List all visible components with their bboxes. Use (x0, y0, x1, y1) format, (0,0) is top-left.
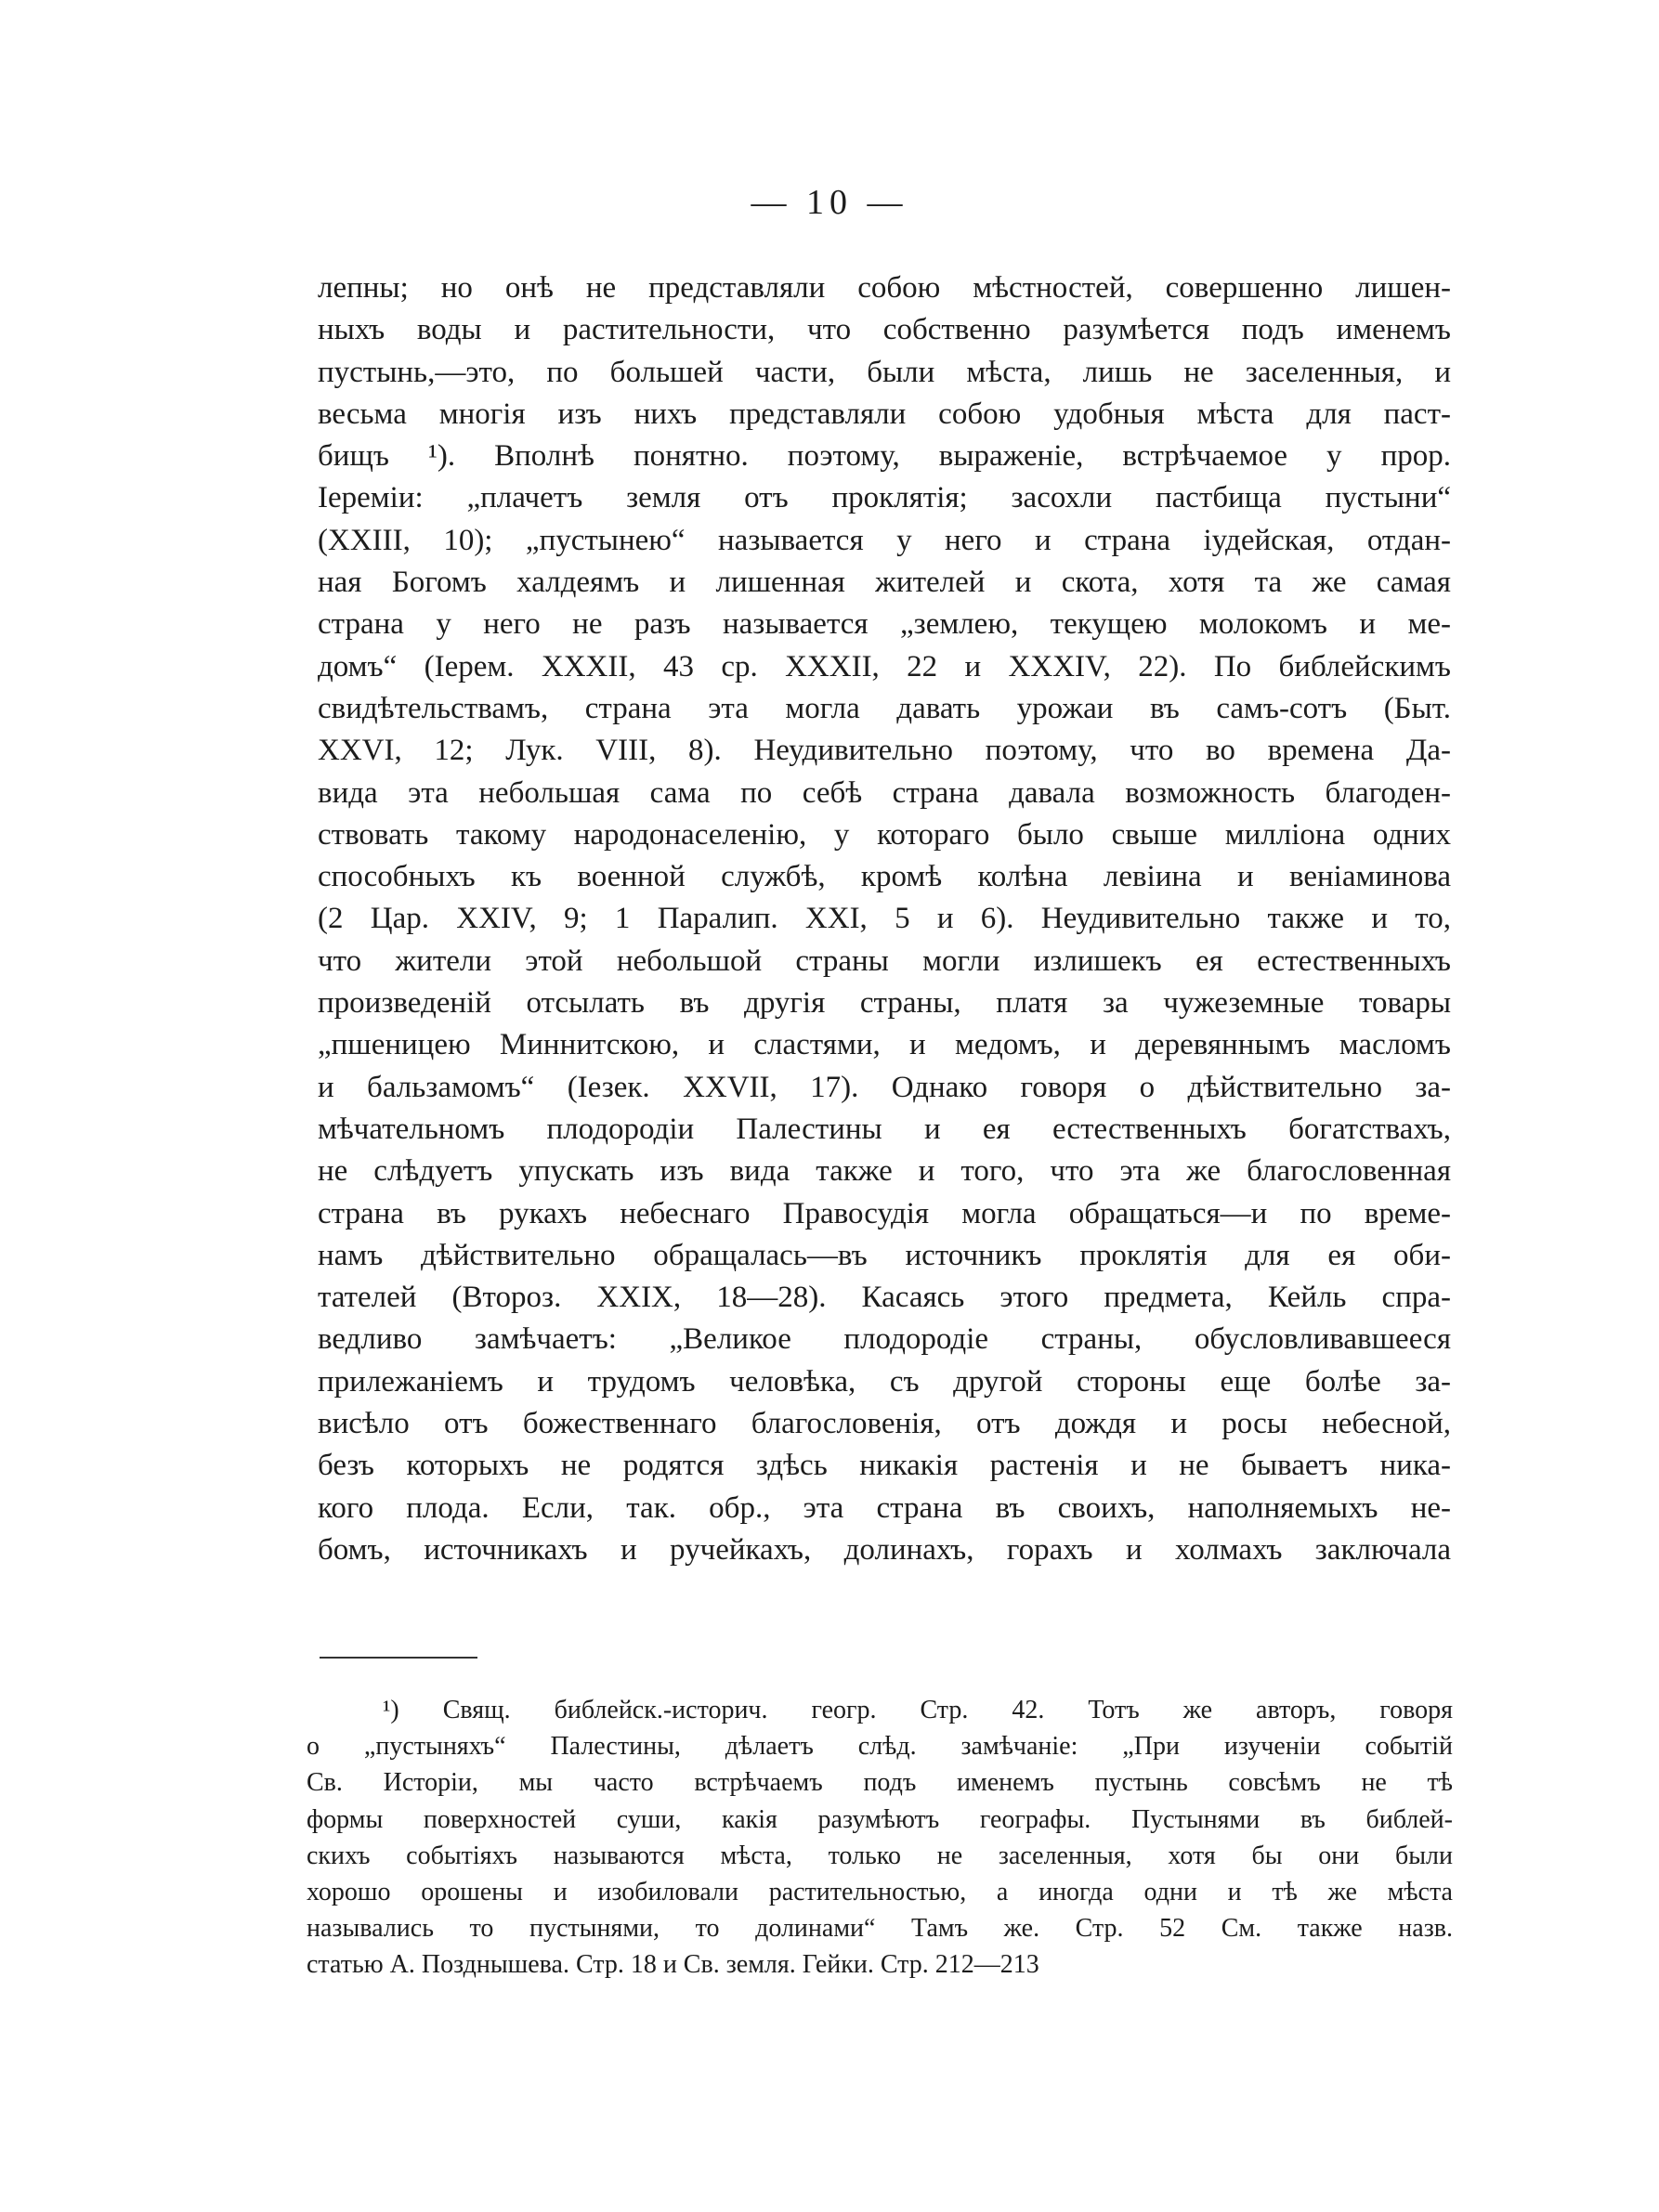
text-line: и бальзамомъ“ (Іезек. XXVII, 17). Однако говоря о дѣйствительно за- (318, 1070, 1451, 1104)
text-line: прилежаніемъ и трудомъ человѣка, съ другой стороны еще болѣе за- (318, 1364, 1451, 1399)
text-line: страна у него не разъ называется „землею, текущею молокомъ и ме- (318, 607, 1451, 642)
text-line: весьма многія изъ нихъ представляли собою удобныя мѣста для паст- (318, 397, 1451, 431)
text-line: XXVI, 12; Лук. VIII, 8). Неудивительно поэтому, что во времена Да- (318, 734, 1451, 768)
text-line: лепны; но онѣ не представляли собою мѣстностей, совершенно лишен- (318, 271, 1451, 305)
footnote-line: о „пустыняхъ“ Палестины, дѣлаетъ слѣд. замѣчаніе: „При изученіи событій (307, 1732, 1453, 1762)
text-line: безъ которыхъ не родятся здѣсь никакія растенія и не бываетъ ника- (318, 1449, 1451, 1483)
text-line: Іереміи: „плачетъ земля отъ проклятія; засохли пастбища пустыни“ (318, 481, 1451, 515)
footnote-divider (320, 1657, 477, 1659)
text-line: способныхъ къ военной службѣ, кромѣ колѣна левіина и веніаминова (318, 860, 1451, 894)
text-line: вида эта небольшая сама по себѣ страна давала возможность благоден- (318, 775, 1451, 810)
text-line: тателей (Второз. XXIX, 18—28). Касаясь этого предмета, Кейль спра- (318, 1281, 1451, 1315)
text-line: (2 Цар. XXIV, 9; 1 Паралип. XXI, 5 и 6). Неудивительно также и то, (318, 902, 1451, 936)
text-line: кого плода. Если, так. обр., эта страна въ своихъ, наполняемыхъ не- (318, 1490, 1451, 1525)
text-line: „пшеницею Миннитскою, и сластями, и медомъ, и деревяннымъ масломъ (318, 1028, 1451, 1062)
footnote-line: статью А. Позднышева. Стр. 18 и Св. земля. Гейки. Стр. 212—213 (307, 1950, 1039, 1980)
footnote-line: хорошо орошены и изобиловали растительностью, а иногда одни и тѣ же мѣста (307, 1877, 1453, 1906)
text-line: не слѣдуетъ упускать изъ вида также и того, что эта же благословенная (318, 1154, 1451, 1189)
main-text (318, 267, 1451, 1571)
text-line: бомъ, источникахъ и ручейкахъ, долинахъ, горахъ и холмахъ заключала (318, 1532, 1451, 1567)
text-line: свидѣтельствамъ, страна эта могла давать урожаи въ самъ-сотъ (Быт. (318, 691, 1451, 725)
text-line: ведливо замѣчаетъ: „Великое плодородіе страны, обусловливавшееся (318, 1322, 1451, 1357)
text-line: страна въ рукахъ небеснаго Правосудія могла обращаться—и по време- (318, 1196, 1451, 1230)
footnote-line: Св. Исторіи, мы часто встрѣчаемъ подъ именемъ пустынь совсѣмъ не тѣ (307, 1768, 1453, 1798)
text-line: пустынь,—это, по большей части, были мѣста, лишь не заселенныя, и (318, 355, 1451, 389)
text-line: домъ“ (Іерем. XXXII, 43 ср. XXXII, 22 и XXXIV, 22). По библейскимъ (318, 649, 1451, 683)
text-line: произведеній отсылать въ другія страны, платя за чужеземные товары (318, 986, 1451, 1021)
text-line: ствовать такому народонаселенію, у котораго было свыше милліона одних (318, 817, 1451, 852)
text-line: что жители этой небольшой страны могли излишекъ ея естественныхъ (318, 943, 1451, 978)
footnote-line: формы поверхностей суши, какія разумѣютъ географы. Пустынями въ библей- (307, 1804, 1453, 1834)
text-line: висѣло отъ божественнаго благословенія, отъ дождя и росы небесной, (318, 1407, 1451, 1441)
text-line: бищъ ¹). Вполнѣ понятно. поэтому, выраженіе, встрѣчаемое у прор. (318, 439, 1451, 474)
footnote-line: скихъ событіяхъ называются мѣста, только не заселенныя, хотя бы они были (307, 1841, 1453, 1870)
page-number: — 10 — (751, 183, 908, 222)
text-line: (XXIII, 10); „пустынею“ называется у него и страна іудейская, отдан- (318, 523, 1451, 557)
footnote-line: ¹) Свящ. библейск.-историч. геогр. Стр. 42. Тотъ же авторъ, говоря (383, 1696, 1453, 1724)
text-line: намъ дѣйствительно обращалась—въ источникъ проклятія для ея оби- (318, 1238, 1451, 1272)
text-line: ныхъ воды и растительности, что собственно разумѣется подъ именемъ (318, 313, 1451, 347)
text-line: ная Богомъ халдеямъ и лишенная жителей и скота, хотя та же самая (318, 566, 1451, 600)
text-line: мѣчательномъ плодородіи Палестины и ея естественныхъ богатствахъ, (318, 1112, 1451, 1146)
footnote-line: назывались то пустынями, то долинами“ Тамъ же. Стр. 52 См. также назв. (307, 1914, 1453, 1944)
footnote (307, 1692, 1453, 1984)
